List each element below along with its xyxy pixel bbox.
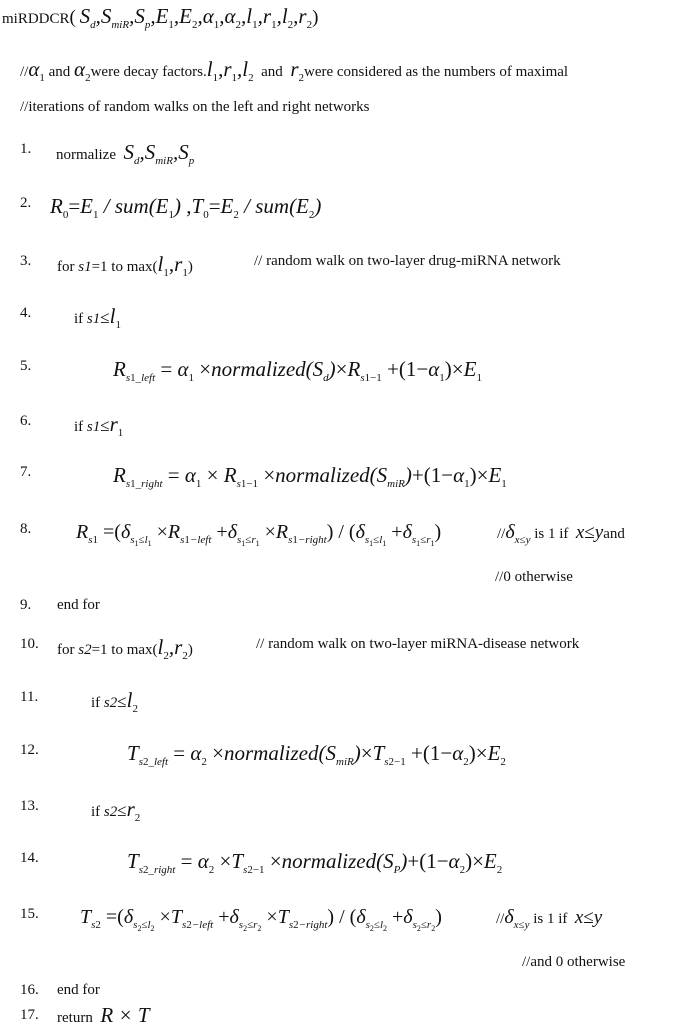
step-15-comment-cont: //and 0 otherwise xyxy=(522,954,626,970)
signature-params: $S_d,S_{miR},S_p,E_1,E_2,\alpha_1,\alpha_2,l_1,r_1,l_2,r_2$ xyxy=(79,4,313,31)
comment-decay-factors: $//\alpha_1$ and $\alpha_2were$ decay $factors.l_1,r_1,l_2$ and $r_2were$ considered as the numbers of maximal xyxy=(20,57,569,84)
return-expression: R × T xyxy=(100,1003,150,1027)
comment-iterations: //iterations of random walks on the left and right networks xyxy=(20,99,370,115)
algorithm-signature: miRDDCR( $S_d,S_{miR},S_p,E_1,E_2,\alpha_1,\alpha_2,l_1,r_1,l_2,r_2$) xyxy=(2,4,319,31)
comment-disease-network: // random walk on two-layer miRNA-disease network xyxy=(256,636,580,652)
algorithm-name: miRDDCR xyxy=(2,11,70,27)
step-8-comment-cont: //0 otherwise xyxy=(495,569,573,585)
comment-drug-network: // random walk on two-layer drug-miRNA network xyxy=(254,253,561,269)
